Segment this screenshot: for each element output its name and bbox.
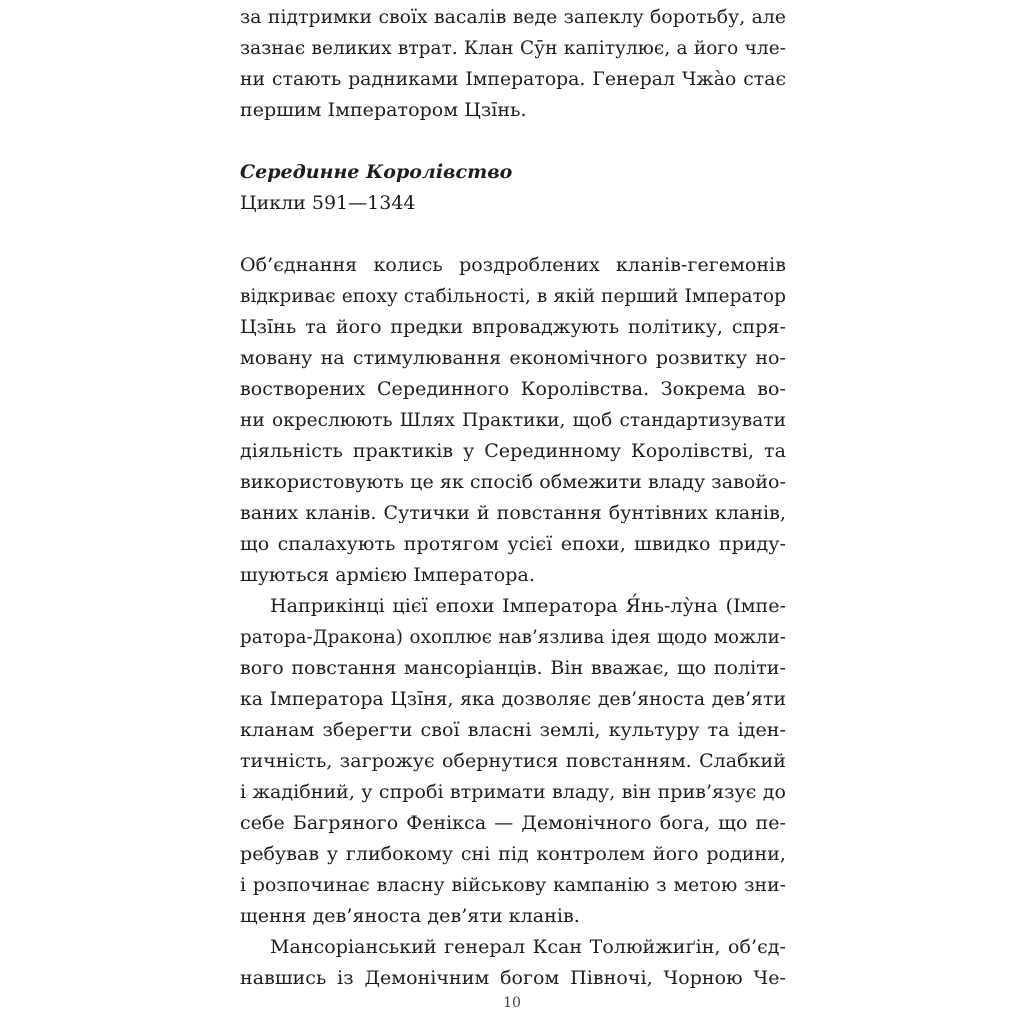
text-line: щення дев’яноста дев’яти кланів. xyxy=(240,905,580,927)
text-line: і розпочинає власну військову кампанію з метою зни- xyxy=(240,875,786,896)
text-line: зазнає великих втрат. Клан Сӯн капітулює, а його чле- xyxy=(240,38,786,59)
text-line: ваних кланів. Сутички й повстання бунтівних кланів, xyxy=(240,502,786,524)
text-line: що спалахують протягом усієї епохи, швидко приду- xyxy=(240,533,786,555)
text-line: Наприкінці цієї епохи Імператора Я́нь-лу̀на (Імпе- xyxy=(270,595,786,617)
paragraph-2 xyxy=(240,591,786,932)
text-line: і жадібний, у спробі втримати владу, він прив’язує до xyxy=(240,781,786,803)
text-line: кланам зберегти свої власні землі, культуру та іден- xyxy=(240,719,786,741)
text-line: себе Багряного Фенікса — Демонічного бога, що пе- xyxy=(240,812,786,834)
text-line: за підтримки своїх васалів веде запеклу боротьбу, але xyxy=(240,7,786,28)
text-line: діяльність практиків у Серединному Королівстві, та xyxy=(240,440,786,462)
section-title: Серединне Королівство xyxy=(240,161,513,183)
text-line: вого повстання мансоріанців. Він вважає, що політи- xyxy=(240,657,786,679)
paragraph-1 xyxy=(240,250,786,591)
text-line: востворених Серединного Королівства. Зокрема во- xyxy=(240,378,786,400)
text-line: ни окреслюють Шлях Практики, щоб стандартизувати xyxy=(240,410,786,431)
text-line: тичність, загрожує обернутися повстанням. Слабкий xyxy=(240,750,786,772)
text-line: першим Імператором Цзі̄нь. xyxy=(240,99,527,121)
text-line: Об’єднання колись роздроблених кланів-гегемонів xyxy=(240,254,786,276)
paragraph-3 xyxy=(240,932,786,994)
text-line: навшись із Демонічним богом Півночі, Чорною Че- xyxy=(240,967,786,989)
section-subtitle: Цикли 591—1344 xyxy=(240,192,416,214)
paragraph-top xyxy=(240,2,786,126)
text-line: шуються армією Імператора. xyxy=(240,564,535,586)
text-line: ни стають радниками Імператора. Генерал Чжа̀о стає xyxy=(240,69,786,90)
text-line: мовану на стимулювання економічного розвитку но- xyxy=(240,347,786,369)
text-line: ребував у глибокому сні під контролем його родини, xyxy=(240,843,786,865)
text-line: Мансоріанський генерал Ксан Толюйжиґін, об’єд- xyxy=(270,936,786,958)
text-line: Цзі̄нь та його предки впроваджують політику, спря- xyxy=(240,316,786,338)
text-line: ратора-Дракона) охоплює нав’язлива ідея щодо можли- xyxy=(240,627,786,648)
page-number: 10 xyxy=(503,995,521,1011)
text-line: використовують це як спосіб обмежити владу завойо- xyxy=(240,471,786,493)
text-line: ка Імператора Цзі̄ня, яка дозволяє дев’яноста дев’яти xyxy=(240,689,786,710)
text-line: відкриває епоху стабільності, в якій перший Імператор xyxy=(240,286,786,307)
